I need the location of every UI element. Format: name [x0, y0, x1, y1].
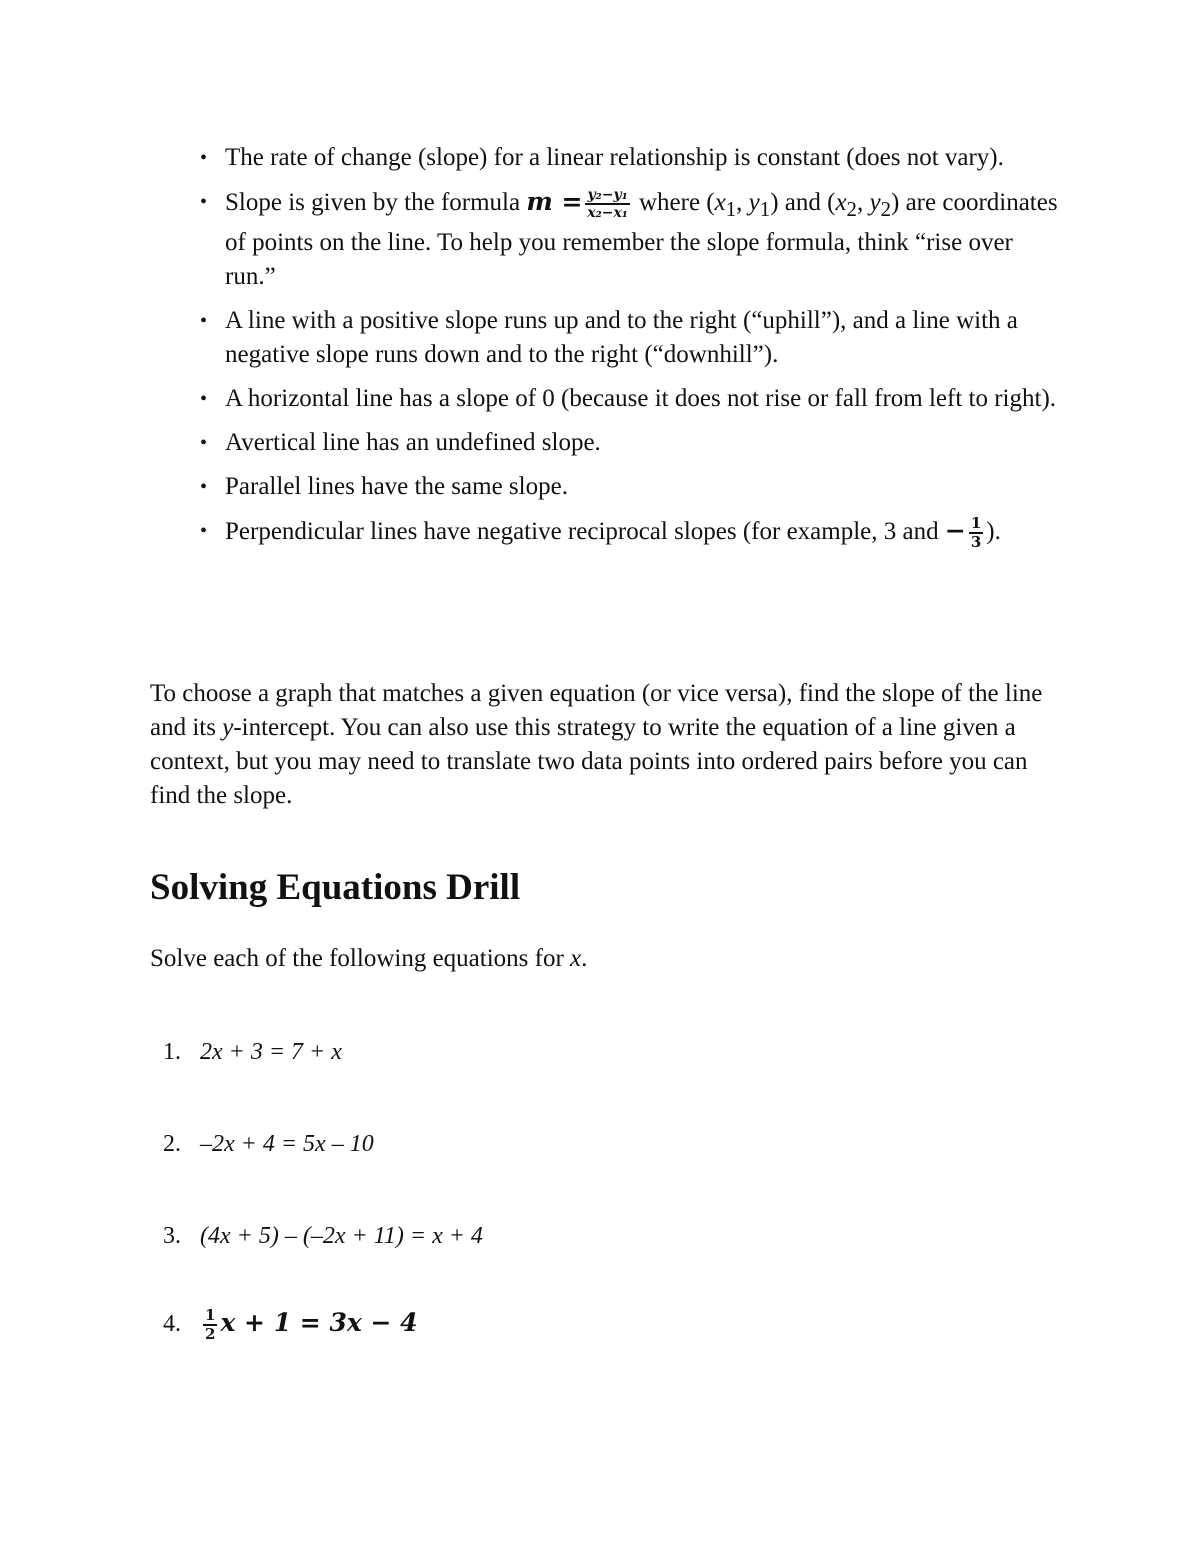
- comma: ,: [856, 189, 870, 216]
- problem-item: [163, 1219, 483, 1253]
- problem-number: 3.: [163, 1223, 181, 1249]
- list-item: [200, 514, 1060, 550]
- problem-item: [163, 1306, 418, 1342]
- list-item: [200, 426, 1060, 460]
- minus-sign: −: [944, 516, 966, 545]
- var-x2: x: [835, 189, 847, 216]
- slope-formula-fraction: [585, 188, 629, 220]
- bullet-text-pre: Perpendicular lines have negative reciprocal slopes (for example, 3 and: [225, 518, 945, 545]
- var-y: y: [222, 714, 234, 741]
- fraction-numerator: 1: [970, 514, 982, 533]
- bullet-text: Parallel lines have the same slope.: [225, 473, 568, 500]
- var-x1: x: [714, 189, 726, 216]
- fraction-denominator: 2: [205, 1325, 216, 1344]
- paragraph-text-pre: To choose a graph that matches a given equation (or vice versa), find the slope of the line and its: [150, 680, 1043, 741]
- list-item: [200, 470, 1060, 504]
- bullet-text-post: ).: [986, 518, 1001, 545]
- bullet-text: A line with a positive slope runs up and to the right (“uphill”), and a line with a negative slope runs down and to the right (“downhill”).: [225, 307, 1018, 368]
- sub-1: 1: [759, 197, 771, 221]
- slope-formula-numerator: y₂−y₁: [587, 187, 628, 204]
- slope-formula-denominator: x₂−x₁: [587, 205, 628, 222]
- list-item: [200, 185, 1060, 294]
- problem-equation: x + 1 = 3x − 4: [220, 1308, 418, 1337]
- instruction-text-post: .: [581, 945, 588, 972]
- instruction-text-pre: Solve each of the following equations for: [150, 945, 571, 972]
- comma: ,: [736, 189, 749, 216]
- section-heading: Solving Equations Drill: [150, 867, 521, 908]
- bullet-text-pre: Slope is given by the formula: [225, 189, 527, 216]
- problem-number: 4.: [163, 1311, 181, 1337]
- problem-number: 1.: [163, 1039, 181, 1065]
- fraction-denominator: 3: [970, 533, 982, 552]
- key-points-list: [200, 141, 1060, 560]
- problem-equation: 2x + 3 = 7 + x: [200, 1039, 342, 1065]
- bullet-icon: •: [200, 310, 208, 332]
- list-item: [200, 304, 1060, 372]
- bullet-icon: •: [200, 147, 208, 169]
- problem-equation: (4x + 5) – (–2x + 11) = x + 4: [200, 1223, 483, 1249]
- bullet-text: Avertical line has an undefined slope.: [225, 429, 601, 456]
- problem-number: 2.: [163, 1131, 181, 1157]
- bullet-icon: •: [200, 520, 208, 542]
- problem-equation: –2x + 4 = 5x – 10: [200, 1131, 374, 1157]
- var-y2: y: [869, 189, 881, 216]
- bullet-icon: •: [200, 191, 208, 213]
- problem-fraction: [203, 1308, 217, 1342]
- slope-formula-lhs: m =: [526, 187, 583, 216]
- var-x: x: [570, 945, 582, 972]
- paragraph-text-post: -intercept. You can also use this strategy to write the equation of a line given a context, but you may need to translate two data points into ordered pairs before you can find the slope.: [150, 714, 1028, 809]
- reciprocal-fraction: [969, 516, 983, 550]
- problem-item: [163, 1127, 374, 1161]
- list-item: [200, 141, 1060, 175]
- list-item: [200, 382, 1060, 416]
- bullet-icon: •: [200, 388, 208, 410]
- bullet-text: A horizontal line has a slope of 0 (because it does not rise or fall from left to right).: [225, 385, 1057, 412]
- sub-1: 1: [725, 197, 737, 221]
- strategy-paragraph: [150, 677, 1060, 813]
- drill-instruction: [150, 942, 587, 976]
- var-y1: y: [748, 189, 760, 216]
- bullet-text-post: ) are coordinates of points on the line. To help you remember the slope formula, think “rise over run.”: [225, 189, 1058, 290]
- bullet-text-mid: where (: [632, 189, 715, 216]
- sub-2: 2: [846, 197, 857, 221]
- bullet-text-mid: ) and (: [770, 189, 836, 216]
- bullet-icon: •: [200, 476, 208, 498]
- fraction-numerator: 1: [205, 1306, 216, 1325]
- sub-2: 2: [880, 197, 891, 221]
- problem-item: [163, 1035, 342, 1069]
- bullet-text: The rate of change (slope) for a linear relationship is constant (does not vary).: [225, 144, 1004, 171]
- bullet-icon: •: [200, 432, 208, 454]
